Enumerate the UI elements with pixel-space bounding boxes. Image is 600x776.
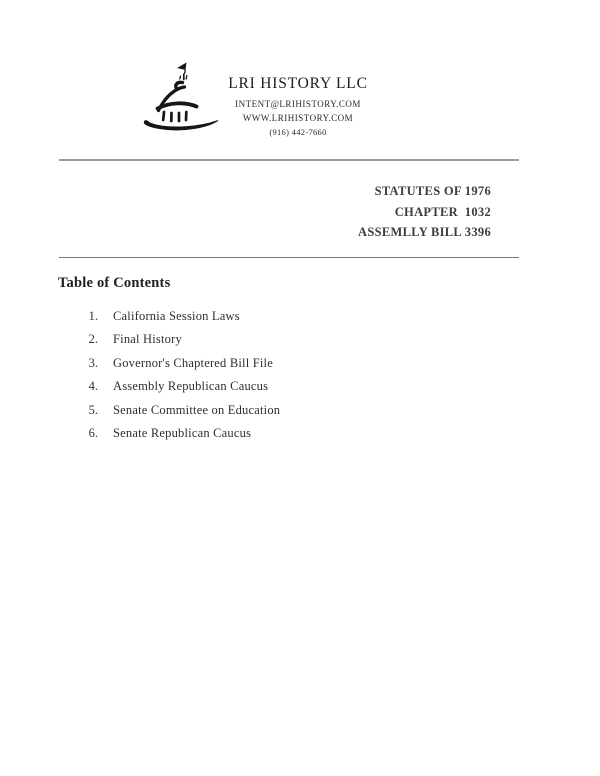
divider-bottom [59, 257, 519, 258]
chapter-line: CHAPTER 1032 [394, 204, 491, 219]
toc-item-label: Governor's Chaptered Bill File [113, 355, 273, 370]
toc-item-label: Senate Committee on Education [113, 402, 281, 417]
toc-item-number: 3. [88, 355, 98, 370]
toc-item [82, 404, 280, 417]
letterhead [215, 74, 381, 139]
toc-item [82, 357, 280, 370]
toc-item-label: Assembly Republican Caucus [113, 379, 269, 394]
bill-reference-block [240, 181, 491, 243]
website-text: WWW.LRIHISTORY.COM [242, 113, 354, 123]
toc-item-label: Senate Republican Caucus [113, 425, 252, 440]
toc-item [82, 380, 280, 393]
toc-item-label: California Session Laws [113, 309, 240, 323]
toc-item [82, 310, 280, 323]
assembly-bill-line: ASSEMLLY BILL 3396 [358, 225, 491, 239]
toc-item-number: 6. [88, 425, 98, 440]
toc-heading: Table of Contents [58, 275, 171, 291]
toc-list [82, 310, 280, 450]
toc-item [82, 427, 280, 440]
toc-item-number: 4. [88, 379, 98, 394]
toc-item-number: 1. [88, 309, 98, 323]
email-text: INTENT@LRIHISTORY.COM [235, 99, 361, 109]
toc-item [82, 333, 280, 346]
company-name: LRI HISTORY LLC [228, 75, 368, 92]
toc-item-number: 5. [88, 402, 98, 417]
toc-item-number: 2. [88, 332, 98, 347]
divider-top [59, 159, 519, 161]
toc-item-label: Final History [113, 332, 182, 347]
phone-text: (916) 442-7660 [269, 127, 327, 137]
statutes-line: STATUTES OF 1976 [374, 184, 491, 198]
